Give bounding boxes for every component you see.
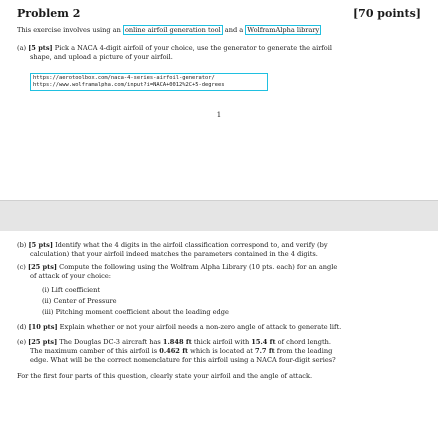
part-c-line1: (c) [25 pts] Compute the following using the Wolfram Alpha Library (10 pts. each) for an angle (17, 263, 338, 271)
part-a-line1: (a) [5 pts] Pick a NACA 4-digit airfoil of your choice, use the generator to generate the airfoil (17, 44, 332, 52)
url-box (30, 73, 268, 91)
document-page-2 (0, 231, 438, 428)
part-e-line2: The maximum camber of this airfoil is 0.462 ft which is located at 7.7 ft from the leading (30, 347, 333, 355)
part-e-line3: edge. What will be the correct nomenclature for this airfoil using a NACA four-digit series? (30, 356, 336, 364)
part-c-item-3: (iii) Pitching moment coefficient about the leading edge (42, 308, 229, 316)
part-a-line2: shape, and upload a picture of your airfoil. (30, 53, 173, 61)
intro-line: This exercise involves using an online airfoil generation tool and a WolframAlpha library (17, 26, 320, 34)
part-c-item-2: (ii) Center of Pressure (42, 297, 117, 305)
airfoil-tool-link[interactable]: online airfoil generation tool (124, 26, 221, 34)
part-b-line2: calculation) that your airfoil indeed matches the parameters contained in the 4 digits. (30, 250, 318, 258)
problem-header (17, 7, 421, 20)
page-gap (0, 200, 438, 232)
problem-points: [70 points] (352, 7, 421, 20)
footer-instruction: For the first four parts of this question, clearly state your airfoil and the angle of attack. (17, 372, 313, 380)
part-d-line: (d) [10 pts] Explain whether or not your airfoil needs a non-zero angle of attack to generate lift. (17, 323, 342, 331)
url-aerotoolbox[interactable]: https://aerotoolbox.com/naca-4-series-airfoil-generator/ (33, 75, 215, 81)
page-number: 1 (216, 111, 222, 119)
part-e-line1: (e) [25 pts] The Douglas DC-3 aircraft has 1.848 ft thick airfoil with 15.4 ft of chord length. (17, 338, 331, 346)
problem-title: Problem 2 (17, 7, 81, 20)
part-c-line2: of attack of your choice: (30, 272, 111, 280)
part-b-line1: (b) [5 pts] Identify what the 4 digits in the airfoil classification correspond to, and verify (by (17, 241, 328, 249)
wolframalpha-link[interactable]: WolframAlpha library (247, 26, 320, 34)
url-wolframalpha[interactable]: https://www.wolframalpha.com/input?i=NACA+0012%2C+5-degrees (33, 82, 225, 88)
part-c-item-1: (i) Lift coefficient (42, 286, 100, 294)
document-page-1 (0, 0, 438, 200)
